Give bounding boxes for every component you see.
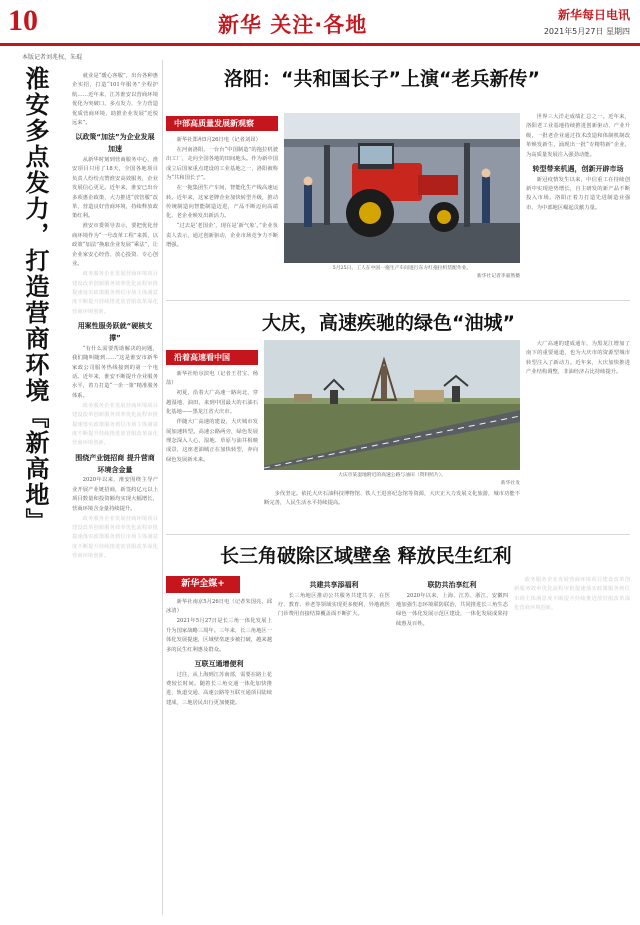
csj-subhead-3: 联防共治享红利 [427, 581, 477, 589]
huaian-subhead-3: 围绕产业链招商 提升营商环境含金量 [75, 453, 155, 474]
luoyang-col3-text-2: 新冠疫情发生以来，中信重工在持续创新中实现逆势增长，自主研发的新产品不断投入市场。洛阳正着力打造先进制造业强市，为中部地区崛起贡献力量。 [526, 176, 630, 211]
csj-subhead-2: 共建共享添福利 [309, 581, 359, 589]
section-divider-2 [166, 534, 630, 535]
huaian-filler-3: 政务服务企业发展营商环境项目建设改革创新服务效率优化流程审批提速落实政策服务到位市场主体满意度不断提升持续推进放管服改革深化营商环境创新。 [72, 515, 158, 560]
highway-oilfield-illustration [264, 340, 520, 470]
csj-para-1: 过往，从上海到江苏南部，需要在路上花费较长时间。随着长三角交通一体化加快推进，轨道交通、高速公路等互联互通项目陆续建成，三地居民出行更加便捷。 [166, 671, 272, 706]
issue-date: 2021年5月27日 星期四 [543, 27, 630, 36]
paper-name: 新华每日电讯 [557, 8, 630, 22]
csj-headline: 长三角破除区域壁垒 释放民生红利 [220, 545, 512, 567]
luoyang-dateline: 新华社郑州5月26日电（记者刘昂） [176, 137, 261, 143]
daqing-column-2 [264, 490, 520, 530]
oilfield-photo [264, 340, 520, 470]
page-number: 10 [8, 4, 38, 37]
csj-para-3: 2020年以来，上海、江苏、浙江、安徽四地加强生态环境联防联治，共同推进长三角生态绿色一体化发展示范区建设，一体化发展成果持续惠及百姓。 [396, 592, 508, 627]
luoyang-headline: 洛阳：“共和国长子”上演“老兵新传” [224, 68, 540, 90]
daqing-banner: 沿着高速看中国 [166, 350, 258, 365]
luoyang-banner: 中部高质量发展新观察 [166, 116, 278, 131]
daqing-column-1 [166, 370, 258, 530]
huaian-subhead-2: 用案性服务跃就“硬核支撑” [77, 322, 153, 343]
daqing-headline: 大庆，高速疾驰的绿色“油城” [262, 312, 515, 334]
csj-filler: 政务服务企业发展营商环境项目建设改革创新服务效率优化流程审批提速落实政策服务到位市场主体满意度不断提升持续推进放管服改革深化营商环境创新。 [514, 577, 630, 612]
csj-para-2: 长三角地区推动公共服务共建共享，在医疗、教育、养老等领域实现更多便利，异地就医门诊费用直接结算覆盖面不断扩大。 [278, 592, 390, 618]
huaian-filler: 政务服务企业发展营商环境项目建设改革创新服务效率优化流程审批提速落实政策服务到位市场主体满意度不断提升持续推进放管服改革深化营商环境创新。 [72, 271, 158, 315]
csj-column-1 [166, 598, 272, 914]
huaian-subhead-1: 以政策“加法”为企业发展加速 [75, 133, 155, 154]
huaian-column [72, 72, 158, 914]
csj-dateline: 新华社南京5月26日电（记者朱国亮、邱冰清） [166, 599, 272, 615]
csj-column-2 [278, 576, 390, 914]
daqing-column-3 [526, 340, 630, 530]
luoyang-column-3 [526, 113, 630, 303]
daqing-photo-credit: 新华社发 [500, 481, 520, 486]
daqing-dateline: 新华社哈尔滨电（记者王君宝、杨喆） [166, 371, 258, 387]
column-divider [162, 60, 163, 915]
daqing-para-1: 伴随大广高速的建设，大庆城市发展加速转型。高速公路两旁，绿色发展理念深入人心，湿地、草原与油井相映成景，这座老油城正在加快转型，奔向绿色发展新未来。 [166, 419, 258, 463]
tractor-factory-photo [284, 113, 520, 263]
luoyang-photo-caption: 5月25日，工人在中国一拖生产车间进行东方红拖拉机装配作业。 [332, 266, 472, 271]
csj-column-3 [396, 576, 508, 914]
huaian-headline: 淮安多点发力，打造营商环境『新高地』 [21, 66, 49, 534]
csj-lead: 2021年5月27日是长三角一体化发展上升为国家战略三周年。三年来，长三角地区一体化发展提速，区域壁垒逐步被打破，越来越多的民生红利惠及群众。 [166, 618, 272, 653]
daqing-col3-text: 大广高速的建成通车，为黑龙江增加了南下的重要通道，也为大庆市的资源型城市转型注入了新动力。近年来，大庆加快推进产业结构调整，非油经济占比持续提升。 [526, 341, 630, 376]
luoyang-subhead: 转型带来机遇，创新开辟市场 [532, 165, 624, 174]
huaian-para-4: 2020年以来，淮安围绕主导产业开展产业链招商，新签约亿元以上项目数量和投资额均实现大幅增长，营商环境含金量持续提升。 [72, 477, 158, 512]
luoyang-para-1: 在一拖集团生产车间，智能化生产线高速运转。近年来，这家老牌企业加快转型升级，推动传统制造向智能制造迈进，产品不断迈向高端化，老企业焕发出新活力。 [166, 185, 278, 220]
csj-subhead-1: 互联互通增便利 [194, 660, 244, 669]
tractor-illustration [284, 113, 520, 263]
daqing-col2-text: 步伐坚定。依托大庆石油科技博物馆、铁人王进喜纪念馆等资源，大庆正大力发展文化旅游，城市功能不断完善，人民生活水平持续提高。 [264, 491, 520, 507]
luoyang-column-1 [166, 136, 278, 296]
csj-column-4 [514, 576, 630, 914]
huaian-para-1: 从新华时刻到营商服务中心，淮安项目只用了18天，全国各地项目负责人纷纷点赞淮安高效服务，企业发展信心更足。近年来，淮安已出台多项惠企政策，大力推进“放管服”改革，营造良好营商环境，持续释放政策红利。 [72, 157, 158, 220]
daqing-lead: 初夏，沿着大广高速一路向北，穿越湿地、油田，来到中国最大的石油石化基地——黑龙江省大庆市。 [166, 390, 258, 416]
luoyang-col3-text: 世界三大洋走成绩汇总之一。近年来，洛阳老工业基地持续推进创新驱动、产业升级，一批老企业通过技术改造和体制机制改革焕发新生，涌现出一批“专精特新”企业，为高质量发展注入强劲动能。 [526, 114, 630, 158]
luoyang-lead: 在河南洛阳，一台台“中国制造”的拖拉机驶出工厂，走向全国各地的田间地头。作为新中国成立后国家重点建设的工业基地之一，洛阳被称为“共和国长子”。 [166, 147, 278, 182]
daqing-photo-caption: 大庆市某湿地附近的高速公路与油田（资料照片）。 [338, 473, 446, 478]
editors-line: 本版记者刘兆权、朱琨 [22, 54, 83, 61]
huaian-para-3: “有什么需要帮助解决的问题，我们随叫随到……”这是淮安市新华家政公司服务热线接到的第一个电话。近年来，淮安不断提升企业服务水平，着力打造“一企一策”精准服务体系。 [72, 345, 158, 399]
luoyang-photo-credit: 新华社记者李嘉然摄 [476, 274, 520, 279]
huaian-filler-2: 政务服务企业发展营商环境项目建设改革创新服务效率优化流程审批提速落实政策服务到位市场主体满意度不断提升持续推进放管服改革深化营商环境创新。 [72, 402, 158, 447]
luoyang-para-2: “过去是‘老国企’，现在是‘新气象’。”企业负责人表示，通过创新驱动，企业市场竞争力不断增强。 [166, 223, 278, 249]
section-divider-1 [166, 300, 630, 301]
huaian-para-2: 淮安市委领导表示，要把优化营商环境作为“一号改革工程”来抓，以政策“加法”换取企业发展“乘法”，让企业家安心经营、放心投资、专心创业。 [72, 223, 158, 268]
xinhua-allmedia-badge: 新华全媒+ [166, 576, 240, 593]
huaian-lead: 就业是“暖心客服”，出台各种惠企实招，打造“101年服务”全程护航……近年来，江苏淮安以营商环境优化为突破口，多点发力，全力营造优质营商环境，助推企业发展“近悦远来”。 [72, 73, 158, 127]
section-masthead: 新华 关注·各地 [218, 13, 368, 37]
page-header [0, 0, 640, 46]
